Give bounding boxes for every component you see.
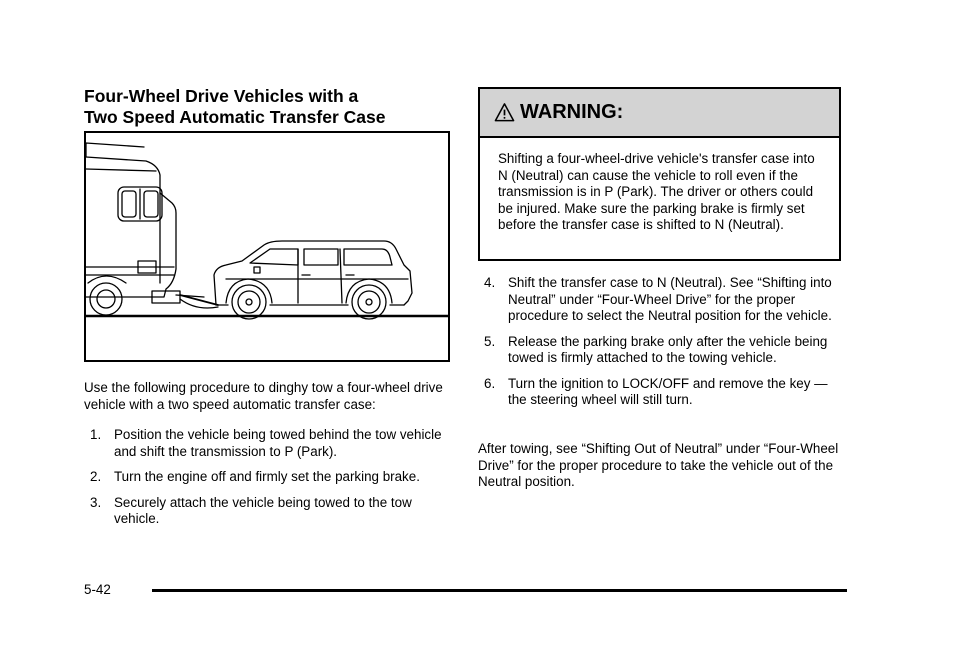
step-text: Turn the ignition to LOCK/OFF and remove the key — the steering wheel will still turn. xyxy=(508,375,828,407)
step-number: 1. xyxy=(90,427,102,442)
list-item xyxy=(90,469,450,486)
procedure-steps-right xyxy=(484,275,844,418)
warning-text: Shifting a four-wheel-drive vehicle's transfer case into N (Neutral) can cause the vehicle to roll even if the transmission is in P (Park). The driver or others could be injured. Make sure the parking brake is firmly set before the transfer case is shifted to N (Neutral). xyxy=(498,151,815,232)
list-item xyxy=(484,376,844,409)
step-text: Release the parking brake only after the vehicle being towed is firmly attached to the towing vehicle. xyxy=(508,333,828,365)
section-heading-line1: Four-Wheel Drive Vehicles with a xyxy=(84,86,359,106)
step-text: Position the vehicle being towed behind the tow vehicle and shift the transmission to P (Park). xyxy=(114,427,442,459)
step-number: 4. xyxy=(484,275,496,290)
intro-paragraph: Use the following procedure to dinghy tow a four-wheel drive vehicle with a two speed automatic transfer case: xyxy=(84,380,443,412)
step-text: Securely attach the vehicle being towed to the tow vehicle. xyxy=(114,494,412,526)
list-item xyxy=(484,334,844,367)
warning-title: WARNING: xyxy=(520,101,624,123)
warning-triangle-icon xyxy=(494,102,515,123)
step-number: 3. xyxy=(90,494,102,510)
step-text: Shift the transfer case to N (Neutral). See “Shifting into Neutral” under “Four-Wheel Drive” for the proper procedure to select the Neutral position for the vehicle. xyxy=(508,275,832,323)
warning-box xyxy=(478,87,841,261)
motorhome-towing-suv-illustration xyxy=(86,133,448,360)
section-heading xyxy=(84,86,454,128)
procedure-steps-left xyxy=(90,427,450,537)
step-number: 2. xyxy=(90,469,102,484)
towing-illustration xyxy=(84,131,450,362)
after-towing-paragraph: After towing, see “Shifting Out of Neutral” under “Four-Wheel Drive” for the proper procedure to take the vehicle out of the Neutral position. xyxy=(478,441,839,489)
warning-header xyxy=(480,89,839,138)
list-item xyxy=(90,427,450,460)
step-number: 6. xyxy=(484,375,496,391)
step-number: 5. xyxy=(484,333,496,349)
step-text: Turn the engine off and firmly set the parking brake. xyxy=(114,469,420,484)
page-number: 5-42 xyxy=(84,582,111,597)
footer-rule xyxy=(152,589,847,592)
list-item xyxy=(484,275,844,325)
list-item xyxy=(90,495,450,528)
section-heading-line2: Two Speed Automatic Transfer Case xyxy=(84,107,386,127)
